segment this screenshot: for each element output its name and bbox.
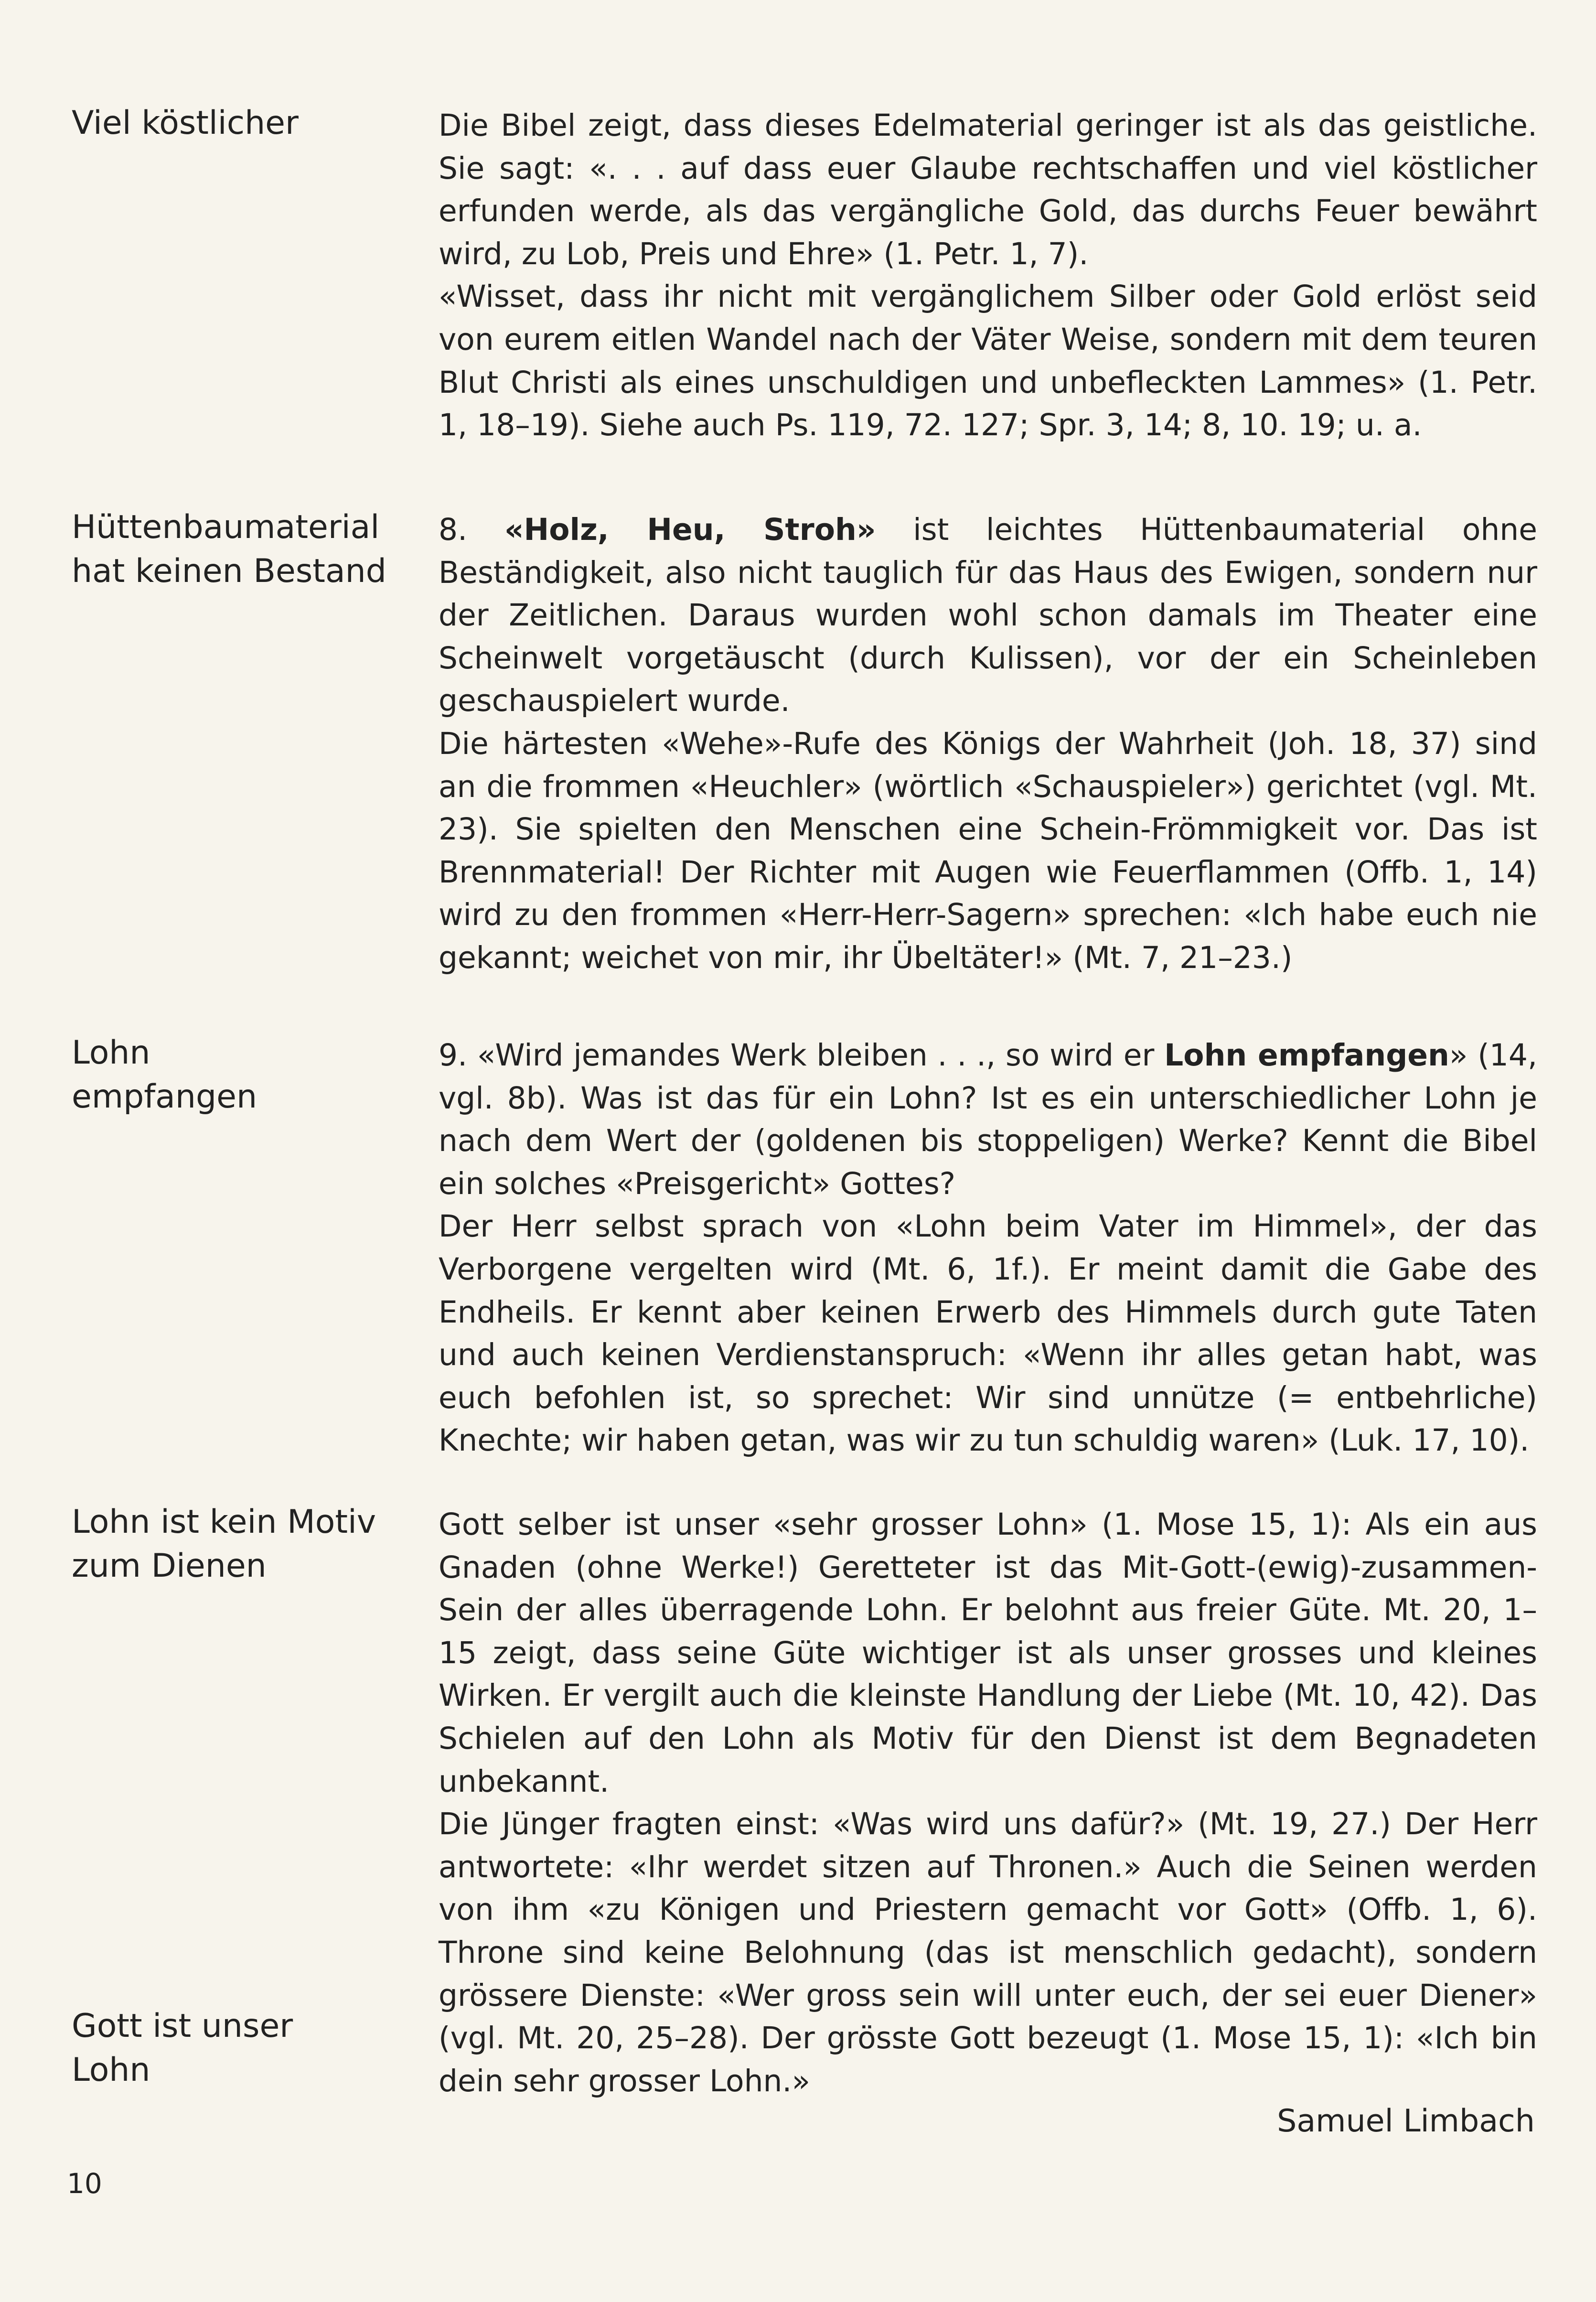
bold-phrase: «Holz, Heu, Stroh» [504,512,876,547]
paragraph-prefix: 8. [439,512,504,547]
paragraph: Der Herr selbst sprach von «Lohn beim Vater im Himmel», der das Verborgene vergelten wird (Mt. 6, 1f.). Er meint damit die Gabe des Endheils. Er kennt aber keinen Erwerb des Himmels durch gute Taten und auch keinen Verdienstanspruch: «Wenn ihr alles getan habt, was euch befohlen ist, so sprechet: Wir sind unnütze (= entbehrliche) Knechte; wir haben getan, was wir zu tun schuldig waren» (Luk. 17, 10). [439,1209,1537,1458]
paragraph-rest: » (14, vgl. 8b). Was ist das für ein Lohn? Ist es ein unterschiedlicher Lohn je nach dem Wert der (goldenen bis stoppeligen) Werke? Kennt die Bibel ein solches «Preisgericht» Gottes? [439,1038,1537,1201]
margin-note-lohn-empfangen: Lohn empfangen [72,1034,257,1116]
margin-note-huettenbaumaterial: Hüttenbaumaterial hat keinen Bestand [72,508,386,590]
margin-note-lohn-kein-motiv: Lohn ist kein Motiv zum Dienen [72,1503,376,1585]
paragraph [439,508,1537,722]
paragraph: Die härtesten «Wehe»-Rufe des Königs der Wahrheit (Joh. 18, 37) sind an die frommen «Heuchler» (wörtlich «Schauspieler») gerichtet (vgl. Mt. 23). Sie spielten den Menschen eine Schein-Frömmigkeit vor. Das ist Brennmaterial! Der Richter mit Augen wie Feuerflammen (Offb. 1, 14) wird zu den frommen «Herr-Herr-Sagern» sprechen: «Ich habe euch nie gekannt; weichet von mir, ihr Übeltäter!» (Mt. 7, 21–23.) [439,726,1537,975]
paragraph: Gott selber ist unser «sehr grosser Lohn» (1. Mose 15, 1): Als ein aus Gnaden (ohne Werke!) Geretteter ist das Mit-Gott-(ewig)-zusammen-Sein der alles überragende Lohn. Er belohnt aus freier Güte. Mt. 20, 1–15 zeigt, dass seine Güte wichtiger ist als unser grosses und kleines Wirken. Er vergilt auch die kleinste Handlung der Liebe (Mt. 10, 42). Das Schielen auf den Lohn als Motiv für den Dienst ist dem Begnadeten unbekannt. [439,1507,1537,1799]
margin-note-viel-koestlicher: Viel köstlicher [72,104,299,142]
author-signature: Samuel Limbach [1277,2103,1535,2139]
paragraph [439,1034,1537,1205]
paragraph-rest: ist leichtes Hüttenbaumaterial ohne Beständigkeit, also nicht tauglich für das Haus des Ewigen, sondern nur der Zeitlichen. Daraus wurden wohl schon damals im Theater eine Scheinwelt vorgetäuscht (durch Kulissen), vor der ein Scheinleben geschauspielert wurde. [439,512,1537,719]
paragraph-prefix: 9. «Wird jemandes Werk bleiben . . ., so wird er [439,1038,1165,1073]
section-gott-unser-lohn [439,1503,1537,2102]
section-holz-heu-stroh [439,508,1537,979]
paragraph: Die Jünger fragten einst: «Was wird uns dafür?» (Mt. 19, 27.) Der Herr antwortete: «Ihr werdet sitzen auf Thronen.» Auch die Seinen werden von ihm «zu Königen und Priestern gemacht vor Gott» (Offb. 1, 6). Throne sind keine Belohnung (das ist menschlich gedacht), sondern grössere Dienste: «Wer gross sein will unter euch, der sei euer Diener» (vgl. Mt. 20, 25–28). Der grösste Gott bezeugt (1. Mose 15, 1): «Ich bin dein sehr grosser Lohn.» [439,1807,1537,2098]
margin-note-gott-ist-unser-lohn: Gott ist unser Lohn [72,2007,293,2089]
paragraph: Die Bibel zeigt, dass dieses Edelmaterial geringer ist als das geistliche. Sie sagt: «. . . auf dass euer Glaube rechtschaffen und viel köstlicher erfunden werde, als das vergängliche Gold, das durchs Feuer bewährt wird, zu Lob, Preis und Ehre» (1. Petr. 1, 7). [439,108,1537,271]
page-number: 10 [67,2167,102,2200]
paragraph: «Wisset, dass ihr nicht mit vergänglichem Silber oder Gold erlöst seid von eurem eitlen Wandel nach der Väter Weise, sondern mit dem teuren Blut Christi als eines unschuldigen und unbefleckten Lammes» (1. Petr. 1, 18–19). Siehe auch Ps. 119, 72. 127; Spr. 3, 14; 8, 10. 19; u. a. [439,279,1537,443]
section-edelmaterial [439,104,1537,447]
section-lohn-empfangen [439,1034,1537,1462]
bold-phrase: Lohn empfangen [1164,1038,1449,1073]
